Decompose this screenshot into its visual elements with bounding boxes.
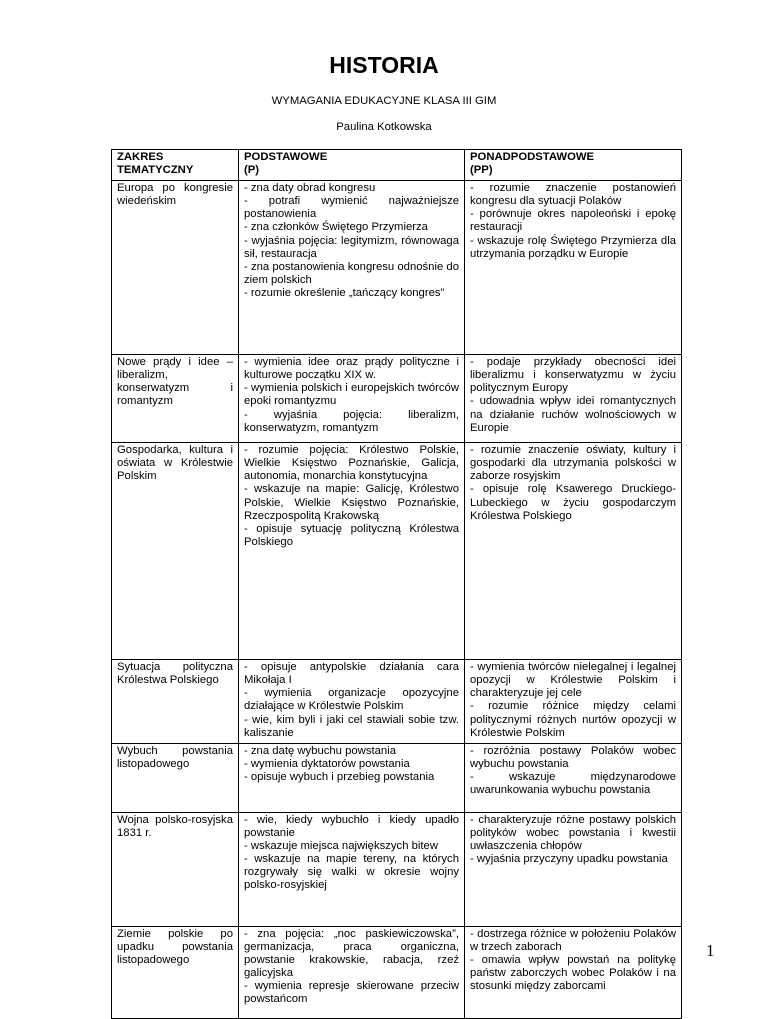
topic-text: Nowe prądy i idee – liberalizm, konserwatyzm i romantyzm xyxy=(117,356,233,408)
page-number: 1 xyxy=(706,941,715,960)
advanced-requirements-cell xyxy=(465,443,682,660)
document-subtitle: WYMAGANIA EDUKACYJNE KLASA III GIM xyxy=(271,95,497,107)
topic-cell xyxy=(112,660,239,744)
advanced-requirement-item: - wskazuje międzynarodowe uwarunkowania wybuchu powstania xyxy=(470,770,676,797)
requirements-table xyxy=(111,149,682,1019)
basic-requirement-item: - rozumie pojęcia: Królestwo Polskie, Wielkie Księstwo Poznańskie, Galicja, autonomia, monarchia konstytucyjna xyxy=(244,444,459,483)
topic-text: Wybuch powstania listopadowego xyxy=(117,744,233,770)
basic-requirement-item: - zna pojęcia: „noc paskiewiczowska”, germanizacja, praca organiczna, powstanie krakowskie, rabacja, rzeź galicyjska xyxy=(244,927,459,980)
basic-requirements-cell xyxy=(239,660,465,744)
topic-text: Wojna polsko-rosyjska 1831 r. xyxy=(117,813,233,839)
basic-requirement-item: - wymienia dyktatorów powstania xyxy=(244,757,410,770)
header-basic-line: (P) xyxy=(244,164,260,177)
topic-cell xyxy=(112,443,239,660)
header-topic-line: TEMATYCZNY xyxy=(117,164,194,177)
header-advanced-line: (PP) xyxy=(470,164,493,177)
advanced-requirement-item: - rozumie znaczenie oświaty, kultury i gospodarki dla utrzymania polskości w zaborze rosyjskim xyxy=(470,444,676,483)
table-row xyxy=(112,926,682,1018)
topic-cell xyxy=(112,743,239,812)
advanced-requirement-item: - rozróżnia postawy Polaków wobec wybuchu powstania xyxy=(470,744,676,770)
advanced-requirements-cell xyxy=(465,926,682,1018)
advanced-requirements-cell xyxy=(465,743,682,812)
advanced-requirement-item: - wskazuje rolę Świętego Przymierza dla utrzymania porządku w Europie xyxy=(470,234,676,260)
topic-cell xyxy=(112,181,239,355)
basic-requirement-item: - wskazuje na mapie tereny, na których rozgrywały się walki w okresie wojny polsko-rosyjskiej xyxy=(244,853,459,892)
table-row xyxy=(112,355,682,443)
basic-requirement-item: - wie, kim byli i jaki cel stawiali sobie tzw. kaliszanie xyxy=(244,713,459,739)
topic-text: Ziemie polskie po upadku powstania listopadowego xyxy=(117,927,233,966)
advanced-requirements-cell xyxy=(465,660,682,744)
basic-requirement-item: - opisuje antypolskie działania cara Mikołaja I xyxy=(244,661,459,687)
basic-requirements-cell xyxy=(239,743,465,812)
basic-requirement-item: - wskazuje na mapie: Galicję, Królestwo Polskie, Wielkie Księstwo Poznańskie, Rzeczpospolitą Krakowską xyxy=(244,483,459,522)
basic-requirement-item: - zna postanowienia kongresu odnośnie do ziem polskich xyxy=(244,260,459,286)
topic-cell xyxy=(112,355,239,443)
topic-text: Europa po kongresie wiedeńskim xyxy=(117,182,233,208)
table-row xyxy=(112,660,682,744)
advanced-requirement-item: - wyjaśnia przyczyny upadku powstania xyxy=(470,853,668,866)
basic-requirements-cell xyxy=(239,355,465,443)
advanced-requirement-item: - rozumie różnice między celami politycznymi różnych nurtów opozycji w Królestwie Polskim xyxy=(470,700,676,739)
advanced-requirement-item: - omawia wpływ powstań na politykę państw zaborczych wobec Polaków i na stosunki między zaborcami xyxy=(470,953,676,993)
advanced-requirement-item: - porównuje okres napoleoński i epokę restauracji xyxy=(470,208,676,234)
header-basic-line: PODSTAWOWE xyxy=(244,151,328,163)
header-advanced-line: PONADPODSTAWOWE xyxy=(470,151,595,163)
basic-requirement-item: - wymienia represje skierowane przeciw powstańcom xyxy=(244,980,459,1006)
header-advanced xyxy=(465,150,682,181)
topic-cell xyxy=(112,812,239,926)
table-row xyxy=(112,181,682,355)
basic-requirement-item: - opisuje wybuch i przebieg powstania xyxy=(244,770,435,783)
basic-requirement-item: - rozumie określenie „tańczący kongres” xyxy=(244,286,445,299)
topic-text: Gospodarka, kultura i oświata w Królestwie Polskim xyxy=(117,444,233,483)
document-author: Paulina Kotkowska xyxy=(336,121,432,133)
basic-requirements-cell xyxy=(239,443,465,660)
basic-requirements-cell xyxy=(239,181,465,355)
advanced-requirement-item: - udowadnia wpływ idei romantycznych na działanie ruchów wolnościowych w Europie xyxy=(470,395,676,434)
advanced-requirements-cell xyxy=(465,355,682,443)
advanced-requirement-item: - podaje przykłady obecności idei liberalizmu i konserwatyzmu w życiu politycznym Europy xyxy=(470,356,676,395)
table-body xyxy=(112,181,682,1019)
advanced-requirement-item: - dostrzega różnice w położeniu Polaków w trzech zaborach xyxy=(470,927,676,953)
advanced-requirement-item: - rozumie znaczenie postanowień kongresu dla sytuacji Polaków xyxy=(470,182,676,208)
table-row xyxy=(112,443,682,660)
basic-requirement-item: - wymienia polskich i europejskich twórców epoki romantyzmu xyxy=(244,382,459,408)
basic-requirement-item: - zna daty obrad kongresu xyxy=(244,182,376,195)
basic-requirement-item: - wymienia organizacje opozycyjne działające w Królestwie Polskim xyxy=(244,687,459,713)
basic-requirement-item: - wie, kiedy wybuchło i kiedy upadło powstanie xyxy=(244,813,459,839)
basic-requirements-cell xyxy=(239,926,465,1018)
basic-requirement-item: - zna datę wybuchu powstania xyxy=(244,744,396,757)
table-row xyxy=(112,812,682,926)
basic-requirements-cell xyxy=(239,812,465,926)
topic-cell xyxy=(112,926,239,1018)
basic-requirement-item: - wskazuje miejsca największych bitew xyxy=(244,839,438,852)
advanced-requirements-cell xyxy=(465,181,682,355)
advanced-requirement-item: - opisuje rolę Ksawerego Druckiego-Lubeckiego w życiu gospodarczym Królestwa Polskiego xyxy=(470,483,676,522)
table-row xyxy=(112,743,682,812)
basic-requirement-item: - opisuje sytuację polityczną Królestwa Polskiego xyxy=(244,522,459,548)
header-topic xyxy=(112,150,239,181)
table-header-row xyxy=(112,150,682,181)
header-basic xyxy=(239,150,465,181)
topic-text: Sytuacja polityczna Królestwa Polskiego xyxy=(117,661,233,687)
basic-requirement-item: - potrafi wymienić najważniejsze postanowienia xyxy=(244,195,459,221)
advanced-requirement-item: - charakteryzuje różne postawy polskich polityków wobec powstania i kwestii uwłaszczenia chłopów xyxy=(470,813,676,852)
header-topic-line: ZAKRES xyxy=(117,151,164,163)
advanced-requirements-cell xyxy=(465,812,682,926)
basic-requirement-item: - wymienia idee oraz prądy polityczne i kulturowe początku XIX w. xyxy=(244,356,459,382)
advanced-requirement-item: - wymienia twórców nielegalnej i legalnej opozycji w Królestwie Polskim i charakteryzuje jej cele xyxy=(470,661,676,700)
basic-requirement-item: - zna członków Świętego Przymierza xyxy=(244,221,428,234)
basic-requirement-item: - wyjaśnia pojęcia: legitymizm, równowaga sił, restauracja xyxy=(244,234,459,260)
document-title: HISTORIA xyxy=(329,52,439,78)
basic-requirement-item: - wyjaśnia pojęcia: liberalizm, konserwatyzm, romantyzm xyxy=(244,408,459,434)
